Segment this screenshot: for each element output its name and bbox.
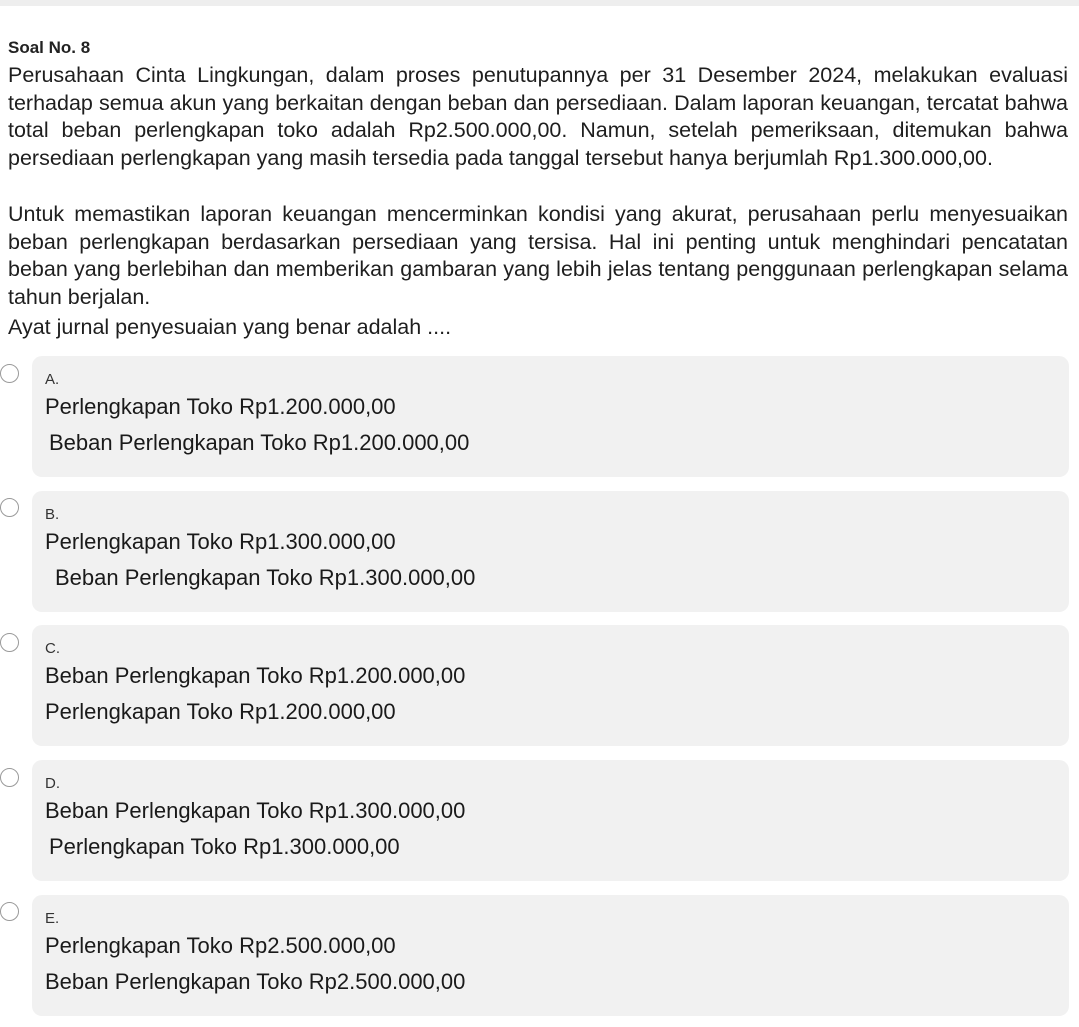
- option-letter: B.: [45, 506, 60, 523]
- question-prompt: Ayat jurnal penyesuaian yang benar adalah ....: [8, 315, 452, 339]
- option-letter: C.: [45, 640, 60, 657]
- question-number: Soal No. 8: [8, 38, 91, 57]
- option-debit-line: Perlengkapan Toko Rp1.200.000,00: [45, 394, 396, 419]
- option-credit-line: Perlengkapan Toko Rp1.300.000,00: [49, 834, 400, 859]
- option-c-radio[interactable]: [0, 633, 19, 652]
- option-credit-line: Beban Perlengkapan Toko Rp1.300.000,00: [55, 565, 476, 590]
- option-letter: D.: [45, 775, 60, 792]
- option-credit-line: Beban Perlengkapan Toko Rp2.500.000,00: [45, 969, 466, 994]
- option-e[interactable]: [32, 895, 1069, 1016]
- question-paragraph-2: Untuk memastikan laporan keuangan mencerminkan kondisi yang akurat, perusahaan perlu menyesuaikan beban perlengkapan berdasarkan persediaan yang tersisa. Hal ini penting untuk menghindari pencatatan beban yang berlebihan dan memberikan gambaran yang lebih jelas tentang penggunaan perlengkapan selama tahun berjalan.: [8, 202, 1068, 309]
- option-d-radio[interactable]: [0, 768, 19, 787]
- question-paragraph-1: Perusahaan Cinta Lingkungan, dalam proses penutupannya per 31 Desember 2024, melakukan evaluasi terhadap semua akun yang berkaitan dengan beban dan persediaan. Dalam laporan keuangan, tercatat bahwa total beban perlengkapan toko adalah Rp2.500.000,00. Namun, setelah pemeriksaan, ditemukan bahwa persediaan perlengkapan yang masih tersedia pada tanggal tersebut hanya berjumlah Rp1.300.000,00.: [8, 63, 1068, 170]
- option-b[interactable]: [32, 491, 1069, 612]
- option-d[interactable]: [32, 760, 1069, 881]
- option-debit-line: Perlengkapan Toko Rp1.300.000,00: [45, 529, 396, 554]
- option-b-radio[interactable]: [0, 498, 19, 517]
- option-e-radio[interactable]: [0, 902, 19, 921]
- top-divider: [0, 0, 1079, 6]
- option-c[interactable]: [32, 625, 1069, 746]
- option-credit-line: Beban Perlengkapan Toko Rp1.200.000,00: [49, 430, 470, 455]
- option-debit-line: Beban Perlengkapan Toko Rp1.300.000,00: [45, 798, 466, 823]
- option-a[interactable]: [32, 356, 1069, 477]
- option-debit-line: Beban Perlengkapan Toko Rp1.200.000,00: [45, 663, 466, 688]
- option-letter: E.: [45, 910, 60, 927]
- option-a-radio[interactable]: [0, 364, 19, 383]
- option-credit-line: Perlengkapan Toko Rp1.200.000,00: [45, 699, 396, 724]
- option-letter: A.: [45, 371, 60, 388]
- option-debit-line: Perlengkapan Toko Rp2.500.000,00: [45, 933, 396, 958]
